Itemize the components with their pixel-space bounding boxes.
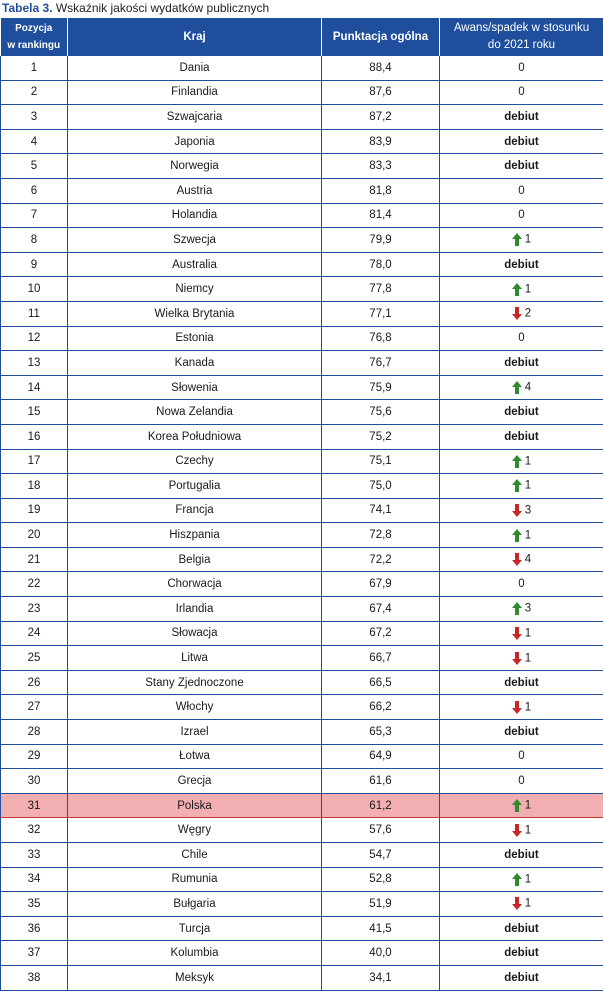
country-cell: Australia xyxy=(68,252,322,277)
table-row xyxy=(1,301,603,326)
score-cell: 87,2 xyxy=(322,105,440,130)
change-value: 1 xyxy=(524,898,532,911)
change-value: 1 xyxy=(524,529,532,542)
change-cell xyxy=(440,252,603,277)
score-cell: 66,5 xyxy=(322,670,440,695)
caption-label: Tabela 3. xyxy=(2,1,53,15)
country-cell: Irlandia xyxy=(68,597,322,622)
table-row xyxy=(1,744,603,769)
country-cell: Słowacja xyxy=(68,621,322,646)
arrow-down-icon xyxy=(512,307,522,320)
score-cell: 75,6 xyxy=(322,400,440,425)
score-cell: 78,0 xyxy=(322,252,440,277)
score-cell: 51,9 xyxy=(322,892,440,917)
position-cell: 24 xyxy=(1,621,68,646)
country-cell: Turcja xyxy=(68,916,322,941)
table-row xyxy=(1,80,603,105)
table-row xyxy=(1,572,603,597)
country-cell: Dania xyxy=(68,56,322,80)
score-cell: 77,8 xyxy=(322,277,440,302)
change-value: 1 xyxy=(524,479,532,492)
arrow-up-icon xyxy=(512,479,522,492)
table-row xyxy=(1,597,603,622)
change-value: 3 xyxy=(524,504,532,517)
arrow-up-icon xyxy=(512,283,522,296)
position-cell: 10 xyxy=(1,277,68,302)
change-value: 0 xyxy=(518,750,525,763)
score-cell: 66,2 xyxy=(322,695,440,720)
debut-label: debiut xyxy=(504,258,539,271)
score-cell: 61,2 xyxy=(322,793,440,818)
position-cell: 38 xyxy=(1,965,68,990)
header-score: Punktacja ogólna xyxy=(322,18,440,56)
change-value: 1 xyxy=(524,824,532,837)
debut-label: debiut xyxy=(504,725,539,738)
change-value: 3 xyxy=(524,602,532,615)
position-cell: 23 xyxy=(1,597,68,622)
country-cell: Kolumbia xyxy=(68,941,322,966)
change-value: 0 xyxy=(518,775,525,788)
score-cell: 74,1 xyxy=(322,498,440,523)
country-cell: Chorwacja xyxy=(68,572,322,597)
score-cell: 76,7 xyxy=(322,351,440,376)
score-cell: 67,9 xyxy=(322,572,440,597)
arrow-up-icon xyxy=(512,233,522,246)
change-cell xyxy=(440,178,603,203)
header-position-line2: w rankingu xyxy=(7,40,61,51)
table-caption xyxy=(2,0,269,18)
score-cell: 75,0 xyxy=(322,474,440,499)
country-cell: Austria xyxy=(68,178,322,203)
change-value: 0 xyxy=(518,578,525,591)
country-cell: Hiszpania xyxy=(68,523,322,548)
score-cell: 41,5 xyxy=(322,916,440,941)
country-cell: Japonia xyxy=(68,129,322,154)
change-cell xyxy=(440,105,603,130)
table-row xyxy=(1,56,603,80)
header-position xyxy=(1,18,68,56)
score-cell: 64,9 xyxy=(322,744,440,769)
header-country: Kraj xyxy=(68,18,322,56)
position-cell: 21 xyxy=(1,547,68,572)
change-value: 1 xyxy=(524,233,532,246)
country-cell: Chile xyxy=(68,843,322,868)
header-position-line1: Pozycja xyxy=(15,23,53,34)
table-row xyxy=(1,769,603,794)
country-cell: Polska xyxy=(68,793,322,818)
country-cell: Norwegia xyxy=(68,154,322,179)
arrow-up-icon xyxy=(512,873,522,886)
score-cell: 66,7 xyxy=(322,646,440,671)
country-cell: Czechy xyxy=(68,449,322,474)
table-row xyxy=(1,892,603,917)
score-cell: 57,6 xyxy=(322,818,440,843)
change-value: 2 xyxy=(524,307,532,320)
country-cell: Izrael xyxy=(68,720,322,745)
country-cell: Łotwa xyxy=(68,744,322,769)
country-cell: Szwajcaria xyxy=(68,105,322,130)
change-cell xyxy=(440,621,603,646)
change-cell xyxy=(440,129,603,154)
table-row xyxy=(1,818,603,843)
ranking-table xyxy=(0,18,603,991)
score-cell: 79,9 xyxy=(322,228,440,253)
position-cell: 15 xyxy=(1,400,68,425)
change-value: 4 xyxy=(524,381,532,394)
position-cell: 14 xyxy=(1,375,68,400)
change-cell xyxy=(440,474,603,499)
country-cell: Meksyk xyxy=(68,965,322,990)
position-cell: 19 xyxy=(1,498,68,523)
debut-label: debiut xyxy=(504,406,539,419)
country-cell: Stany Zjednoczone xyxy=(68,670,322,695)
change-cell xyxy=(440,646,603,671)
table-row xyxy=(1,178,603,203)
change-cell xyxy=(440,670,603,695)
change-cell xyxy=(440,326,603,351)
position-cell: 26 xyxy=(1,670,68,695)
country-cell: Belgia xyxy=(68,547,322,572)
country-cell: Słowenia xyxy=(68,375,322,400)
arrow-up-icon xyxy=(512,455,522,468)
country-cell: Bułgaria xyxy=(68,892,322,917)
score-cell: 75,2 xyxy=(322,424,440,449)
change-value: 0 xyxy=(518,184,525,197)
header-change-line2: do 2021 roku xyxy=(487,39,556,51)
change-cell xyxy=(440,597,603,622)
position-cell: 5 xyxy=(1,154,68,179)
score-cell: 81,4 xyxy=(322,203,440,228)
change-value: 0 xyxy=(518,332,525,345)
position-cell: 6 xyxy=(1,178,68,203)
country-cell: Włochy xyxy=(68,695,322,720)
table-row xyxy=(1,843,603,868)
header-change-line1: Awans/spadek w stosunku xyxy=(453,22,590,34)
change-cell xyxy=(440,744,603,769)
score-cell: 65,3 xyxy=(322,720,440,745)
table-row xyxy=(1,916,603,941)
change-cell xyxy=(440,80,603,105)
position-cell: 28 xyxy=(1,720,68,745)
country-cell: Węgry xyxy=(68,818,322,843)
table-row xyxy=(1,646,603,671)
arrow-up-icon xyxy=(512,799,522,812)
country-cell: Estonia xyxy=(68,326,322,351)
position-cell: 13 xyxy=(1,351,68,376)
score-cell: 67,4 xyxy=(322,597,440,622)
table-row xyxy=(1,547,603,572)
arrow-down-icon xyxy=(512,652,522,665)
change-value: 0 xyxy=(518,86,525,99)
change-value: 1 xyxy=(524,283,532,296)
position-cell: 25 xyxy=(1,646,68,671)
position-cell: 35 xyxy=(1,892,68,917)
debut-label: debiut xyxy=(504,971,539,984)
change-cell xyxy=(440,818,603,843)
table-row xyxy=(1,277,603,302)
country-cell: Portugalia xyxy=(68,474,322,499)
change-value: 4 xyxy=(524,553,532,566)
change-cell xyxy=(440,916,603,941)
table-row xyxy=(1,941,603,966)
country-cell: Nowa Zelandia xyxy=(68,400,322,425)
score-cell: 72,8 xyxy=(322,523,440,548)
position-cell: 11 xyxy=(1,301,68,326)
change-cell xyxy=(440,351,603,376)
arrow-down-icon xyxy=(512,627,522,640)
change-cell xyxy=(440,941,603,966)
debut-label: debiut xyxy=(504,160,539,173)
score-cell: 40,0 xyxy=(322,941,440,966)
arrow-down-icon xyxy=(512,553,522,566)
table-row xyxy=(1,252,603,277)
score-cell: 34,1 xyxy=(322,965,440,990)
change-value: 1 xyxy=(524,701,532,714)
country-cell: Litwa xyxy=(68,646,322,671)
change-cell xyxy=(440,695,603,720)
table-row xyxy=(1,621,603,646)
country-cell: Grecja xyxy=(68,769,322,794)
table-row xyxy=(1,670,603,695)
score-cell: 77,1 xyxy=(322,301,440,326)
change-cell xyxy=(440,56,603,80)
table-row xyxy=(1,228,603,253)
table-row xyxy=(1,498,603,523)
change-value: 0 xyxy=(518,209,525,222)
table-row xyxy=(1,474,603,499)
change-cell xyxy=(440,400,603,425)
table-row xyxy=(1,793,603,818)
table-row xyxy=(1,326,603,351)
arrow-up-icon xyxy=(512,529,522,542)
change-cell xyxy=(440,449,603,474)
country-cell: Holandia xyxy=(68,203,322,228)
position-cell: 30 xyxy=(1,769,68,794)
position-cell: 33 xyxy=(1,843,68,868)
position-cell: 22 xyxy=(1,572,68,597)
change-cell xyxy=(440,301,603,326)
position-cell: 37 xyxy=(1,941,68,966)
change-cell xyxy=(440,203,603,228)
position-cell: 12 xyxy=(1,326,68,351)
table-row xyxy=(1,867,603,892)
change-cell xyxy=(440,769,603,794)
country-cell: Korea Południowa xyxy=(68,424,322,449)
change-value: 1 xyxy=(524,455,532,468)
header-row xyxy=(1,18,603,56)
position-cell: 18 xyxy=(1,474,68,499)
position-cell: 9 xyxy=(1,252,68,277)
change-cell xyxy=(440,793,603,818)
country-cell: Finlandia xyxy=(68,80,322,105)
position-cell: 29 xyxy=(1,744,68,769)
debut-label: debiut xyxy=(504,135,539,148)
change-value: 1 xyxy=(524,652,532,665)
score-cell: 75,9 xyxy=(322,375,440,400)
country-cell: Szwecja xyxy=(68,228,322,253)
country-cell: Wielka Brytania xyxy=(68,301,322,326)
table-row xyxy=(1,449,603,474)
country-cell: Francja xyxy=(68,498,322,523)
caption-text: Wskaźnik jakości wydatków publicznych xyxy=(55,1,270,15)
table-row xyxy=(1,400,603,425)
position-cell: 36 xyxy=(1,916,68,941)
position-cell: 3 xyxy=(1,105,68,130)
change-cell xyxy=(440,154,603,179)
arrow-down-icon xyxy=(512,824,522,837)
arrow-up-icon xyxy=(512,602,522,615)
change-cell xyxy=(440,547,603,572)
score-cell: 76,8 xyxy=(322,326,440,351)
table-row xyxy=(1,129,603,154)
score-cell: 83,3 xyxy=(322,154,440,179)
change-cell xyxy=(440,228,603,253)
score-cell: 61,6 xyxy=(322,769,440,794)
debut-label: debiut xyxy=(504,947,539,960)
change-cell xyxy=(440,375,603,400)
table-row xyxy=(1,203,603,228)
debut-label: debiut xyxy=(504,110,539,123)
arrow-up-icon xyxy=(512,381,522,394)
arrow-down-icon xyxy=(512,504,522,517)
table-row xyxy=(1,695,603,720)
change-cell xyxy=(440,867,603,892)
country-cell: Rumunia xyxy=(68,867,322,892)
country-cell: Kanada xyxy=(68,351,322,376)
change-cell xyxy=(440,424,603,449)
table-row xyxy=(1,523,603,548)
change-cell xyxy=(440,277,603,302)
change-value: 0 xyxy=(518,61,525,74)
position-cell: 2 xyxy=(1,80,68,105)
score-cell: 83,9 xyxy=(322,129,440,154)
debut-label: debiut xyxy=(504,356,539,369)
score-cell: 87,6 xyxy=(322,80,440,105)
change-value: 1 xyxy=(524,873,532,886)
change-cell xyxy=(440,498,603,523)
position-cell: 32 xyxy=(1,818,68,843)
change-cell xyxy=(440,965,603,990)
table-row xyxy=(1,720,603,745)
position-cell: 20 xyxy=(1,523,68,548)
change-cell xyxy=(440,720,603,745)
position-cell: 27 xyxy=(1,695,68,720)
arrow-down-icon xyxy=(512,701,522,714)
position-cell: 34 xyxy=(1,867,68,892)
position-cell: 8 xyxy=(1,228,68,253)
position-cell: 31 xyxy=(1,793,68,818)
position-cell: 16 xyxy=(1,424,68,449)
score-cell: 88,4 xyxy=(322,56,440,80)
table-row xyxy=(1,375,603,400)
table-row xyxy=(1,154,603,179)
score-cell: 75,1 xyxy=(322,449,440,474)
change-cell xyxy=(440,892,603,917)
position-cell: 17 xyxy=(1,449,68,474)
table-row xyxy=(1,965,603,990)
table-row xyxy=(1,351,603,376)
score-cell: 54,7 xyxy=(322,843,440,868)
arrow-down-icon xyxy=(512,897,522,910)
position-cell: 7 xyxy=(1,203,68,228)
change-value: 1 xyxy=(524,799,532,812)
debut-label: debiut xyxy=(504,922,539,935)
change-cell xyxy=(440,523,603,548)
header-change xyxy=(440,18,603,56)
country-cell: Niemcy xyxy=(68,277,322,302)
score-cell: 67,2 xyxy=(322,621,440,646)
position-cell: 4 xyxy=(1,129,68,154)
change-value: 1 xyxy=(524,627,532,640)
table-body xyxy=(1,56,603,990)
change-cell xyxy=(440,843,603,868)
debut-label: debiut xyxy=(504,848,539,861)
score-cell: 72,2 xyxy=(322,547,440,572)
change-cell xyxy=(440,572,603,597)
table-row xyxy=(1,424,603,449)
table-row xyxy=(1,105,603,130)
debut-label: debiut xyxy=(504,676,539,689)
position-cell: 1 xyxy=(1,56,68,80)
score-cell: 52,8 xyxy=(322,867,440,892)
debut-label: debiut xyxy=(504,430,539,443)
score-cell: 81,8 xyxy=(322,178,440,203)
